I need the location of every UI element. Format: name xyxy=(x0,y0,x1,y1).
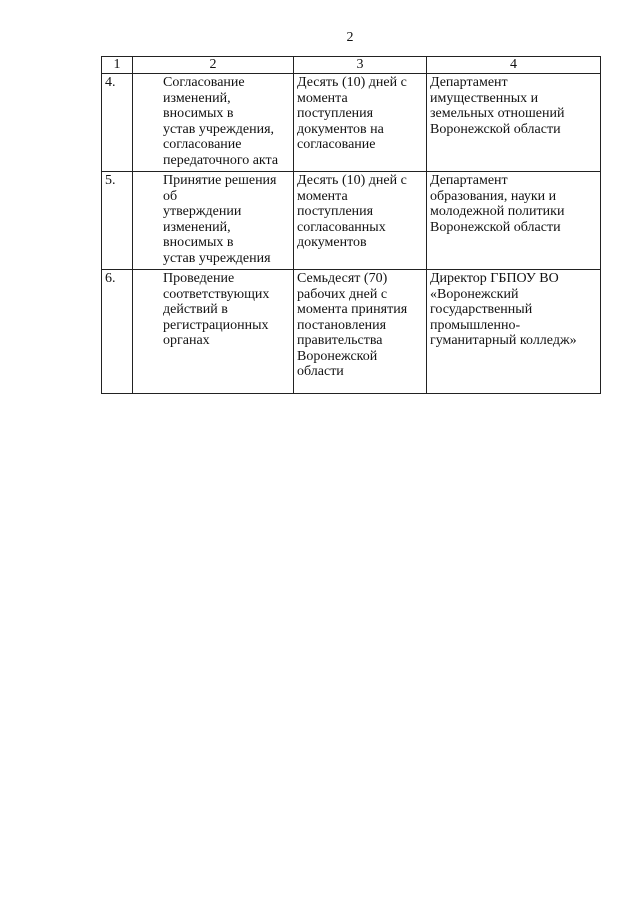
document-table xyxy=(101,56,601,394)
column-header-3: 3 xyxy=(294,57,427,74)
row-number: 6. xyxy=(102,270,133,394)
action-cell: Проведение соответствующих действий в регистрационных органах xyxy=(133,270,294,394)
column-header-2: 2 xyxy=(133,57,294,74)
table-row xyxy=(102,270,601,394)
table-row xyxy=(102,74,601,172)
term-cell: Десять (10) дней с момента поступления документов на согласование xyxy=(294,74,427,172)
page-number: 2 xyxy=(346,30,354,45)
responsible-cell: Департамент имущественных и земельных отношений Воронежской области xyxy=(427,74,601,172)
table-header-row xyxy=(102,57,601,74)
column-header-1: 1 xyxy=(102,57,133,74)
term-cell: Семьдесят (70) рабочих дней с момента принятия постановления правительства Воронежской области xyxy=(294,270,427,394)
responsible-cell: Директор ГБПОУ ВО «Воронежский государственный промышленно- гуманитарный колледж» xyxy=(427,270,601,394)
action-cell: Согласование изменений, вносимых в устав учреждения, согласование передаточного акта xyxy=(133,74,294,172)
table-row xyxy=(102,172,601,270)
responsible-cell: Департамент образования, науки и молодежной политики Воронежской области xyxy=(427,172,601,270)
row-number: 4. xyxy=(102,74,133,172)
row-number: 5. xyxy=(102,172,133,270)
column-header-4: 4 xyxy=(427,57,601,74)
term-cell: Десять (10) дней с момента поступления согласованных документов xyxy=(294,172,427,270)
action-cell: Принятие решения об утверждении изменений, вносимых в устав учреждения xyxy=(133,172,294,270)
